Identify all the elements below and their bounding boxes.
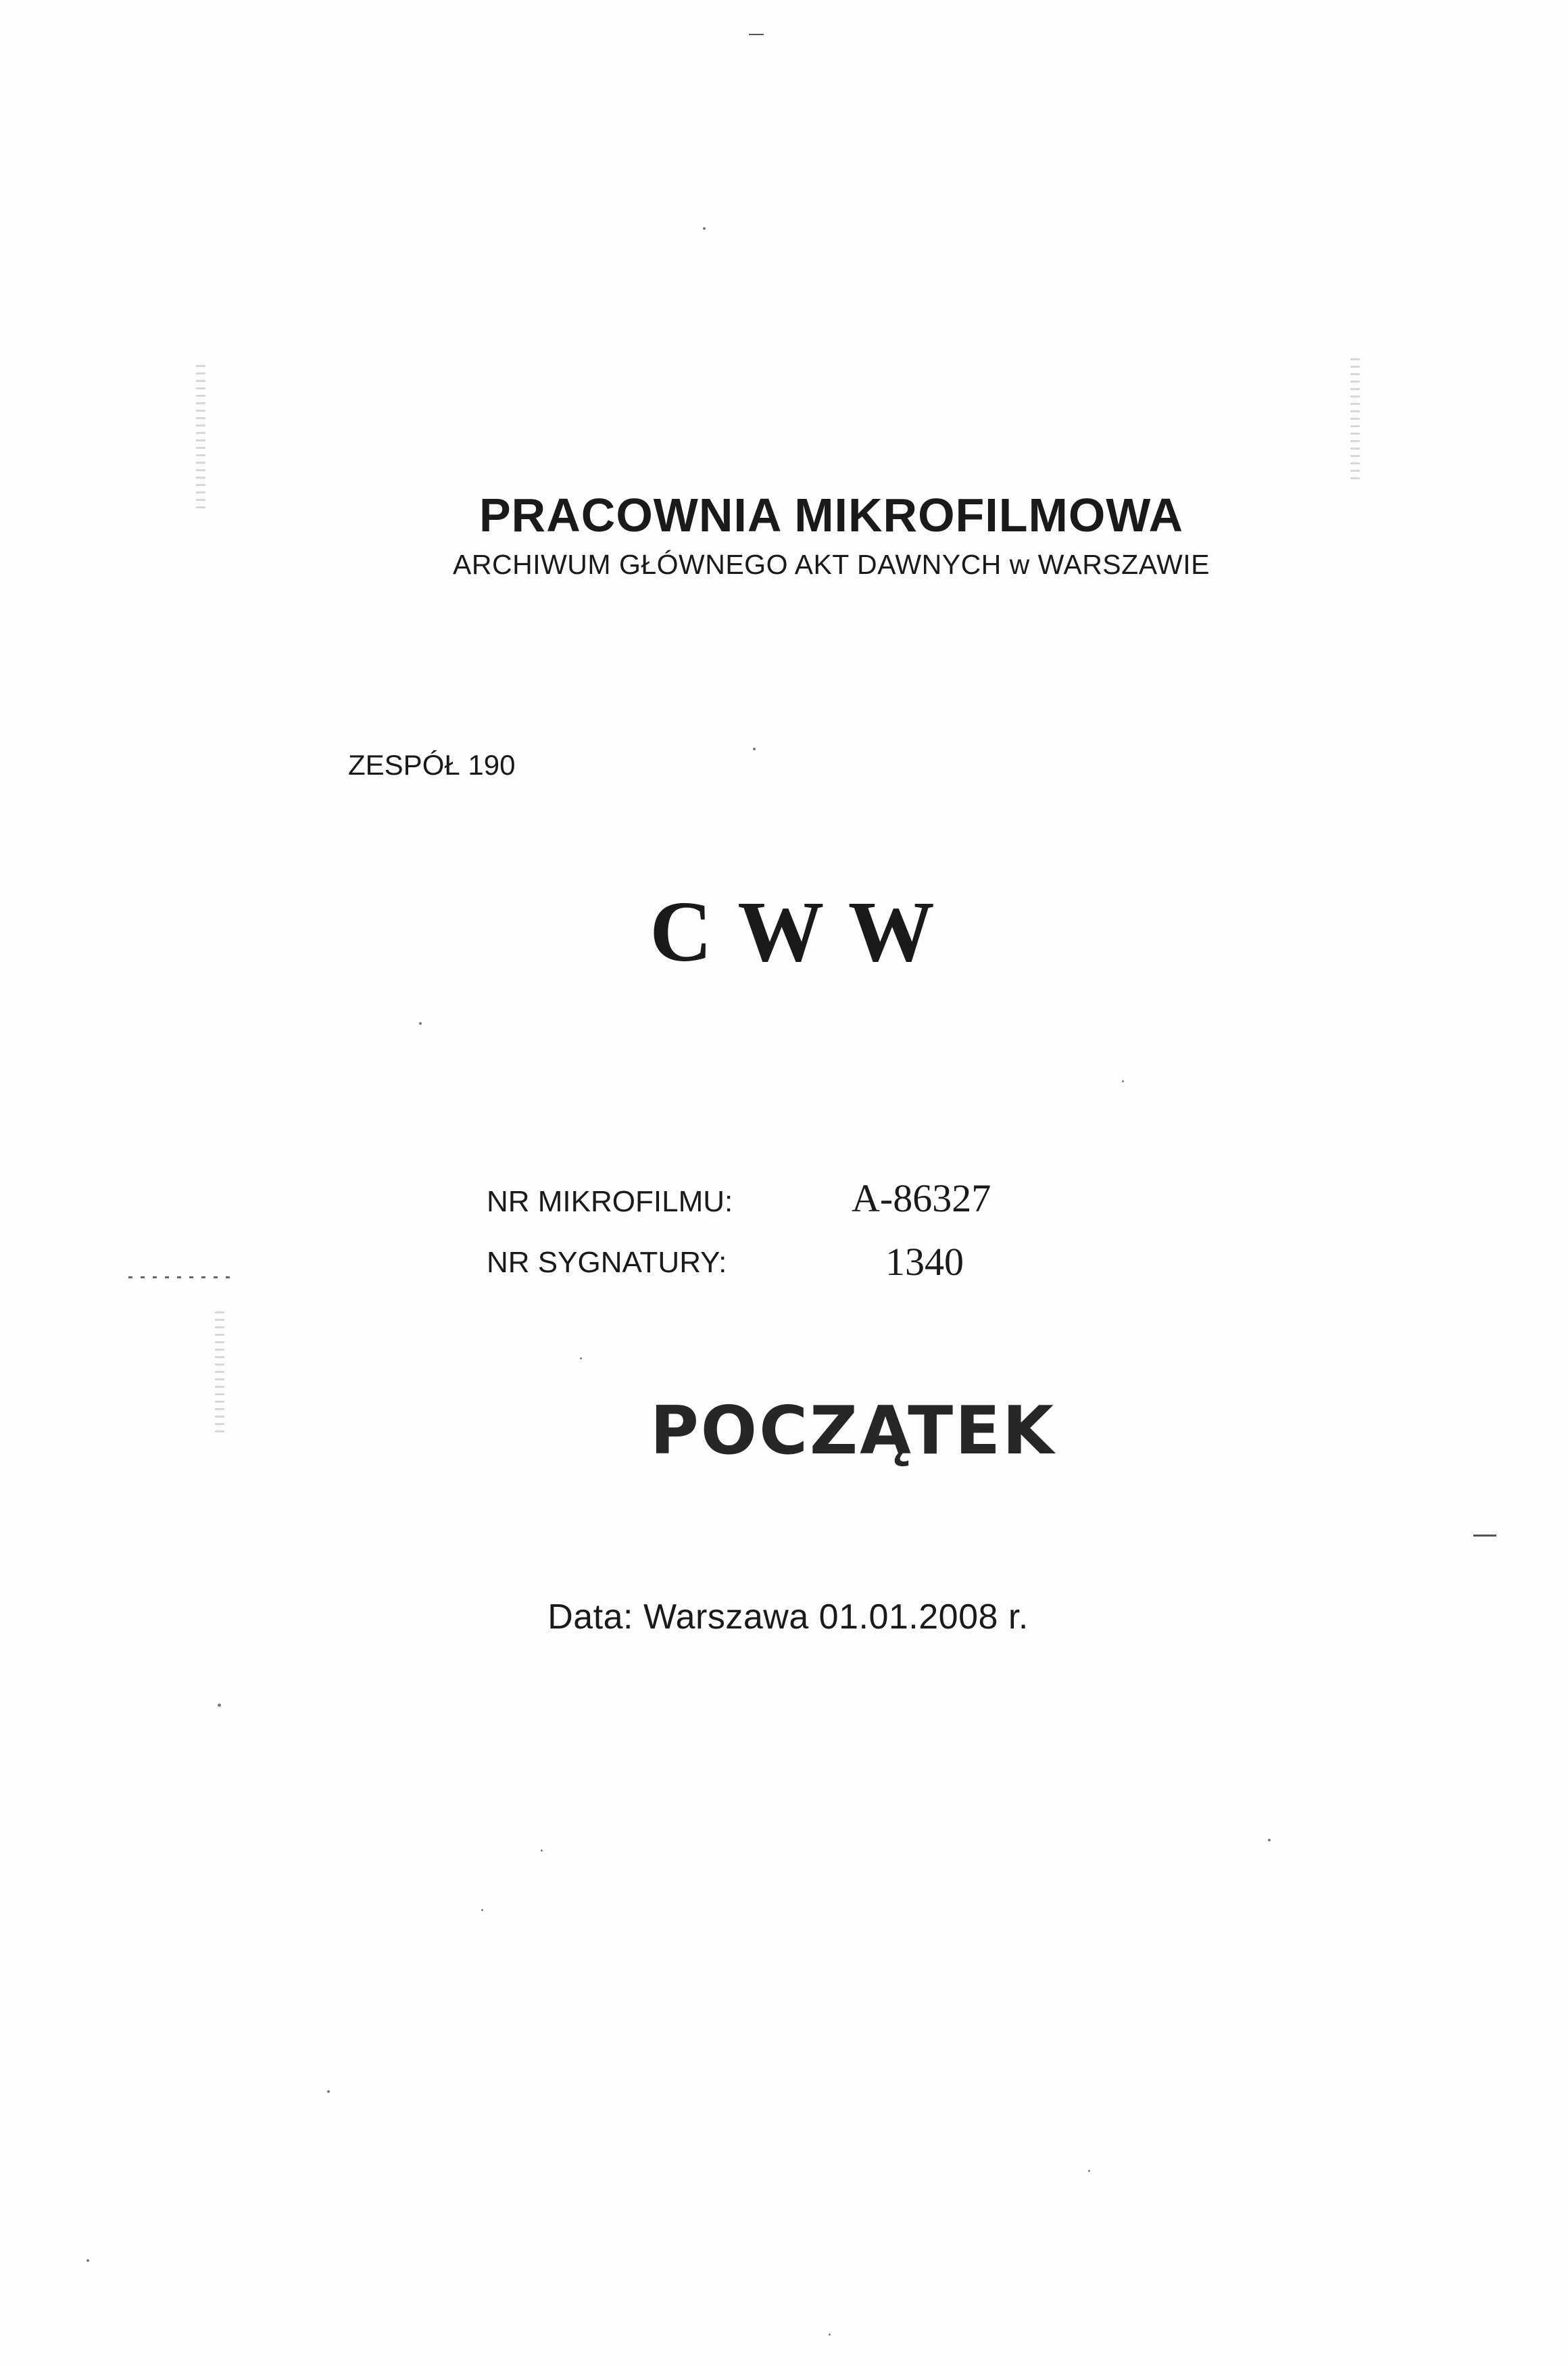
scan-speck bbox=[703, 227, 706, 230]
scan-speck bbox=[419, 1022, 422, 1025]
scan-edge-noise-right bbox=[1350, 358, 1360, 480]
scan-dash-mark-right bbox=[1473, 1535, 1496, 1537]
scan-speck bbox=[1122, 1080, 1124, 1082]
collection-label: ZESPÓŁ 190 bbox=[348, 749, 516, 781]
archive-subtitle: ARCHIWUM GŁÓWNEGO AKT DAWNYCH w WARSZAWIE bbox=[453, 549, 1210, 580]
scan-speck bbox=[580, 1357, 582, 1359]
scan-speck bbox=[218, 1704, 221, 1707]
scan-speck bbox=[481, 1909, 483, 1911]
scan-dash-mark-left bbox=[128, 1276, 230, 1278]
scan-speck bbox=[1088, 2170, 1090, 2172]
film-start-marker: POCZĄTEK bbox=[650, 1393, 1056, 1470]
collection-code: C W W bbox=[650, 884, 937, 980]
scan-speck bbox=[829, 2334, 831, 2336]
scan-speck bbox=[1268, 1839, 1271, 1841]
signature-number-value: 1340 bbox=[885, 1240, 964, 1284]
microfilm-number-label: NR MIKROFILMU: bbox=[487, 1185, 733, 1218]
date-line: Data: Warszawa 01.01.2008 r. bbox=[547, 1597, 1029, 1637]
scan-speck bbox=[327, 2090, 330, 2093]
scan-speck bbox=[541, 1850, 543, 1852]
scan-speck bbox=[87, 2259, 89, 2262]
scan-dash-mark-top bbox=[749, 34, 764, 35]
scan-speck bbox=[753, 748, 756, 750]
microfilm-number-value: A-86327 bbox=[852, 1176, 991, 1220]
signature-number-label: NR SYGNATURY: bbox=[487, 1246, 727, 1279]
lab-title: PRACOWNIA MIKROFILMOWA bbox=[479, 489, 1184, 541]
